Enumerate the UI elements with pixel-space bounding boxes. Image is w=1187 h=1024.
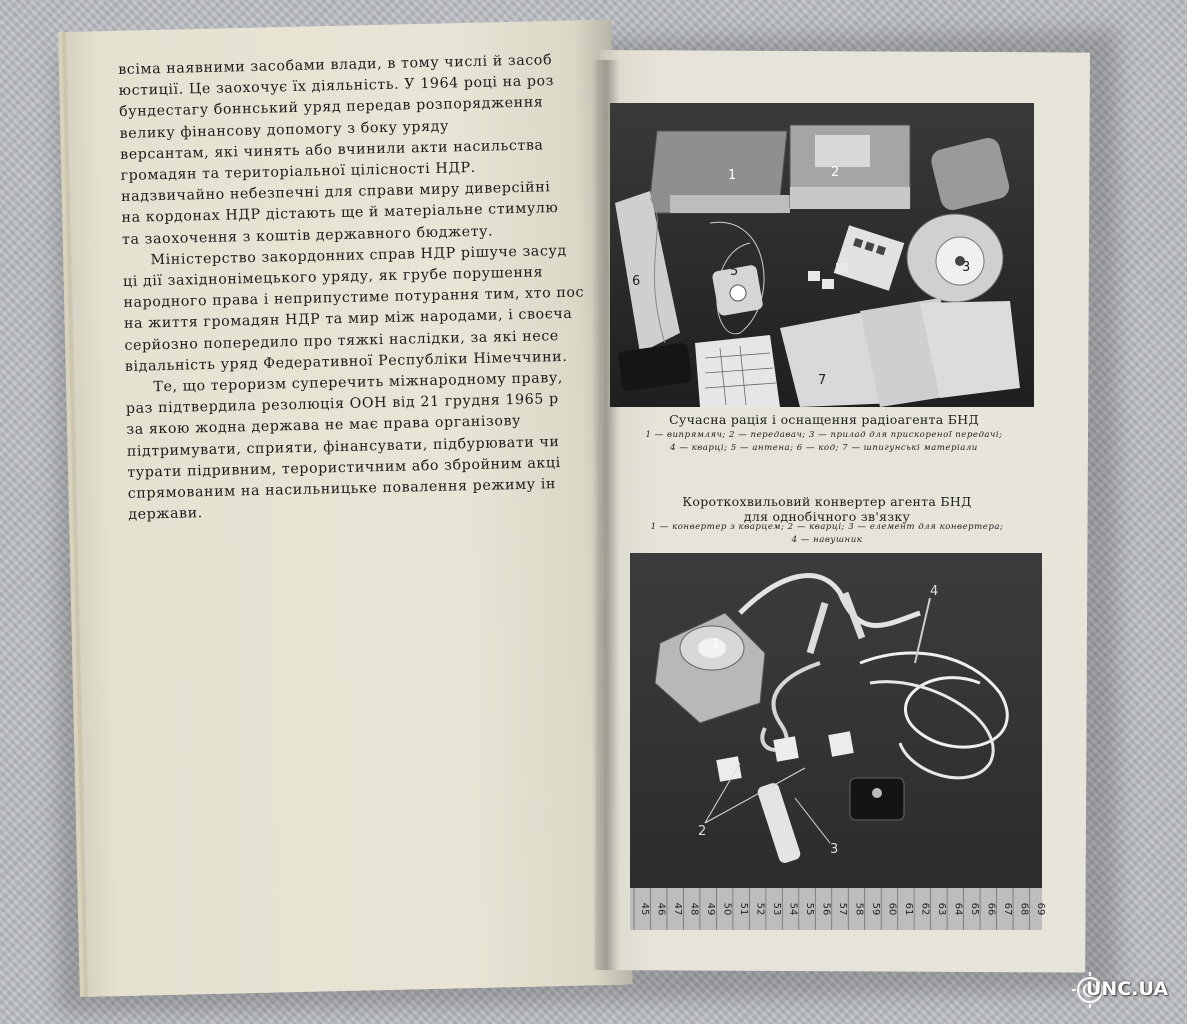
ruler-tick-label: 66 <box>985 902 997 916</box>
ruler-tick-label: 60 <box>886 902 898 916</box>
ruler-tick-label: 51 <box>738 902 750 916</box>
text-line: відальність уряд Федеративної Республіки Німеччини. <box>124 348 568 375</box>
ruler-tick-label: 45 <box>639 902 651 916</box>
photo2-caption-subtitle: для однобічного зв'язку <box>743 509 911 524</box>
photo2-caption-legend: 1 — конвертер з кварцем; 2 — кварці; 3 — елемент для конвертера; <box>650 522 1004 532</box>
photo2-label: 3 <box>830 842 839 857</box>
radio-equipment-photo <box>610 103 1034 407</box>
ruler-tick-label: 69 <box>1034 902 1046 916</box>
text-line: всіма наявними засобами влади, в тому числі й засоб <box>118 52 553 78</box>
text-line: раз підтвердила резолюція ООН від 21 грудня 1965 р <box>125 391 559 418</box>
left-page-text <box>118 50 585 526</box>
text-line: бундестагу боннський уряд передав розпорядження <box>119 94 544 121</box>
ruler-tick-label: 52 <box>754 902 766 916</box>
text-line: юстиції. Це заохочує їх діяльність. У 1964 році на роз <box>118 73 555 100</box>
photo2-label: 4 <box>930 584 939 599</box>
ruler-tick-label: 65 <box>968 902 980 916</box>
text-line: народного права і неприпустиме потурання тим, хто пос <box>123 284 585 312</box>
ruler-tick-label: 46 <box>655 902 667 916</box>
photo1-label: 5 <box>730 264 739 279</box>
ruler-tick-label: 55 <box>804 902 816 916</box>
ruler-tick-label: 67 <box>1001 902 1013 916</box>
photo2-label: 1 <box>712 637 721 652</box>
ruler-tick-label: 62 <box>919 902 931 916</box>
text-line: спрямованим на насильницьке повалення режиму ін <box>127 476 557 502</box>
photo1-label: 6 <box>632 274 641 289</box>
photo1-caption-legend: 1 — випрямляч; 2 — передавач; 3 — прилад для прискореної передачі; <box>645 430 1003 440</box>
photo1-caption-legend: 4 — кварці; 5 — антена; 6 — код; 7 — шпигунські матеріали <box>670 443 978 453</box>
text-line: за якою жодна держава не має права організову <box>126 413 522 439</box>
photo1-label: 2 <box>831 165 840 180</box>
photo2-label: 2 <box>698 824 707 839</box>
ruler-tick-label: 53 <box>771 902 783 916</box>
text-line: версантам, які чинять або вчинили акти насильства <box>119 137 544 163</box>
converter-photo <box>630 553 1046 930</box>
photo1-caption-title: Сучасна рація і оснащення радіоагента БНД <box>669 412 979 427</box>
ruler-tick-label: 49 <box>705 902 717 916</box>
text-line: надзвичайно небезпечні для справи миру диверсійні <box>120 179 551 206</box>
text-line: Те, що тероризм суперечить міжнародному праву, <box>153 370 564 396</box>
ruler-tick-label: 56 <box>820 902 832 916</box>
text-line: серйозно попередило про тяжкі наслідки, за які несе <box>124 327 560 354</box>
text-line: та заохочення з коштів державного бюджету. <box>121 223 494 248</box>
photo1-label: 1 <box>728 168 737 183</box>
ruler-tick-label: 59 <box>869 902 881 916</box>
photo2-caption-title: Короткохвильовий конвертер агента БНД <box>682 494 972 509</box>
ruler-tick-label: 64 <box>952 902 964 916</box>
photo1-label: 3 <box>962 260 971 275</box>
text-line: турати підривним, терористичним або збройним акці <box>127 454 561 481</box>
text-line: підтримувати, сприяти, фінансувати, підбурювати чи <box>126 433 560 460</box>
text-line: велику фінансову допомогу з боку уряду <box>119 118 450 142</box>
ruler-tick-label: 54 <box>787 902 799 916</box>
ruler-tick-label: 48 <box>688 902 700 916</box>
watermark-text: UNC.UA <box>1086 978 1169 1000</box>
photo2-caption-legend: 4 — навушник <box>791 535 863 545</box>
ruler-tick-label: 68 <box>1018 902 1030 916</box>
text-line: громадян та територіальної цілісності НДР. <box>120 159 476 184</box>
ruler-tick-label: 63 <box>935 902 947 916</box>
photo1-label: 7 <box>818 373 827 388</box>
text-line: держави. <box>128 505 203 524</box>
text-line: Міністерство закордонних справ НДР рішуче засуд <box>150 242 567 269</box>
ruler-tick-label: 57 <box>837 902 848 916</box>
text-line: на життя громадян НДР та мир між народами, і своєча <box>123 306 573 333</box>
ruler-tick-label: 50 <box>721 902 733 916</box>
ruler-tick-label: 47 <box>672 902 684 916</box>
ruler-tick-label: 58 <box>853 902 865 916</box>
text-line: на кордонах НДР дістають ще й матеріальне стимулю <box>121 200 559 227</box>
ruler-tick-label: 61 <box>902 902 914 916</box>
text-line: ці дії західнонімецького уряду, як грубе порушення <box>122 264 544 290</box>
